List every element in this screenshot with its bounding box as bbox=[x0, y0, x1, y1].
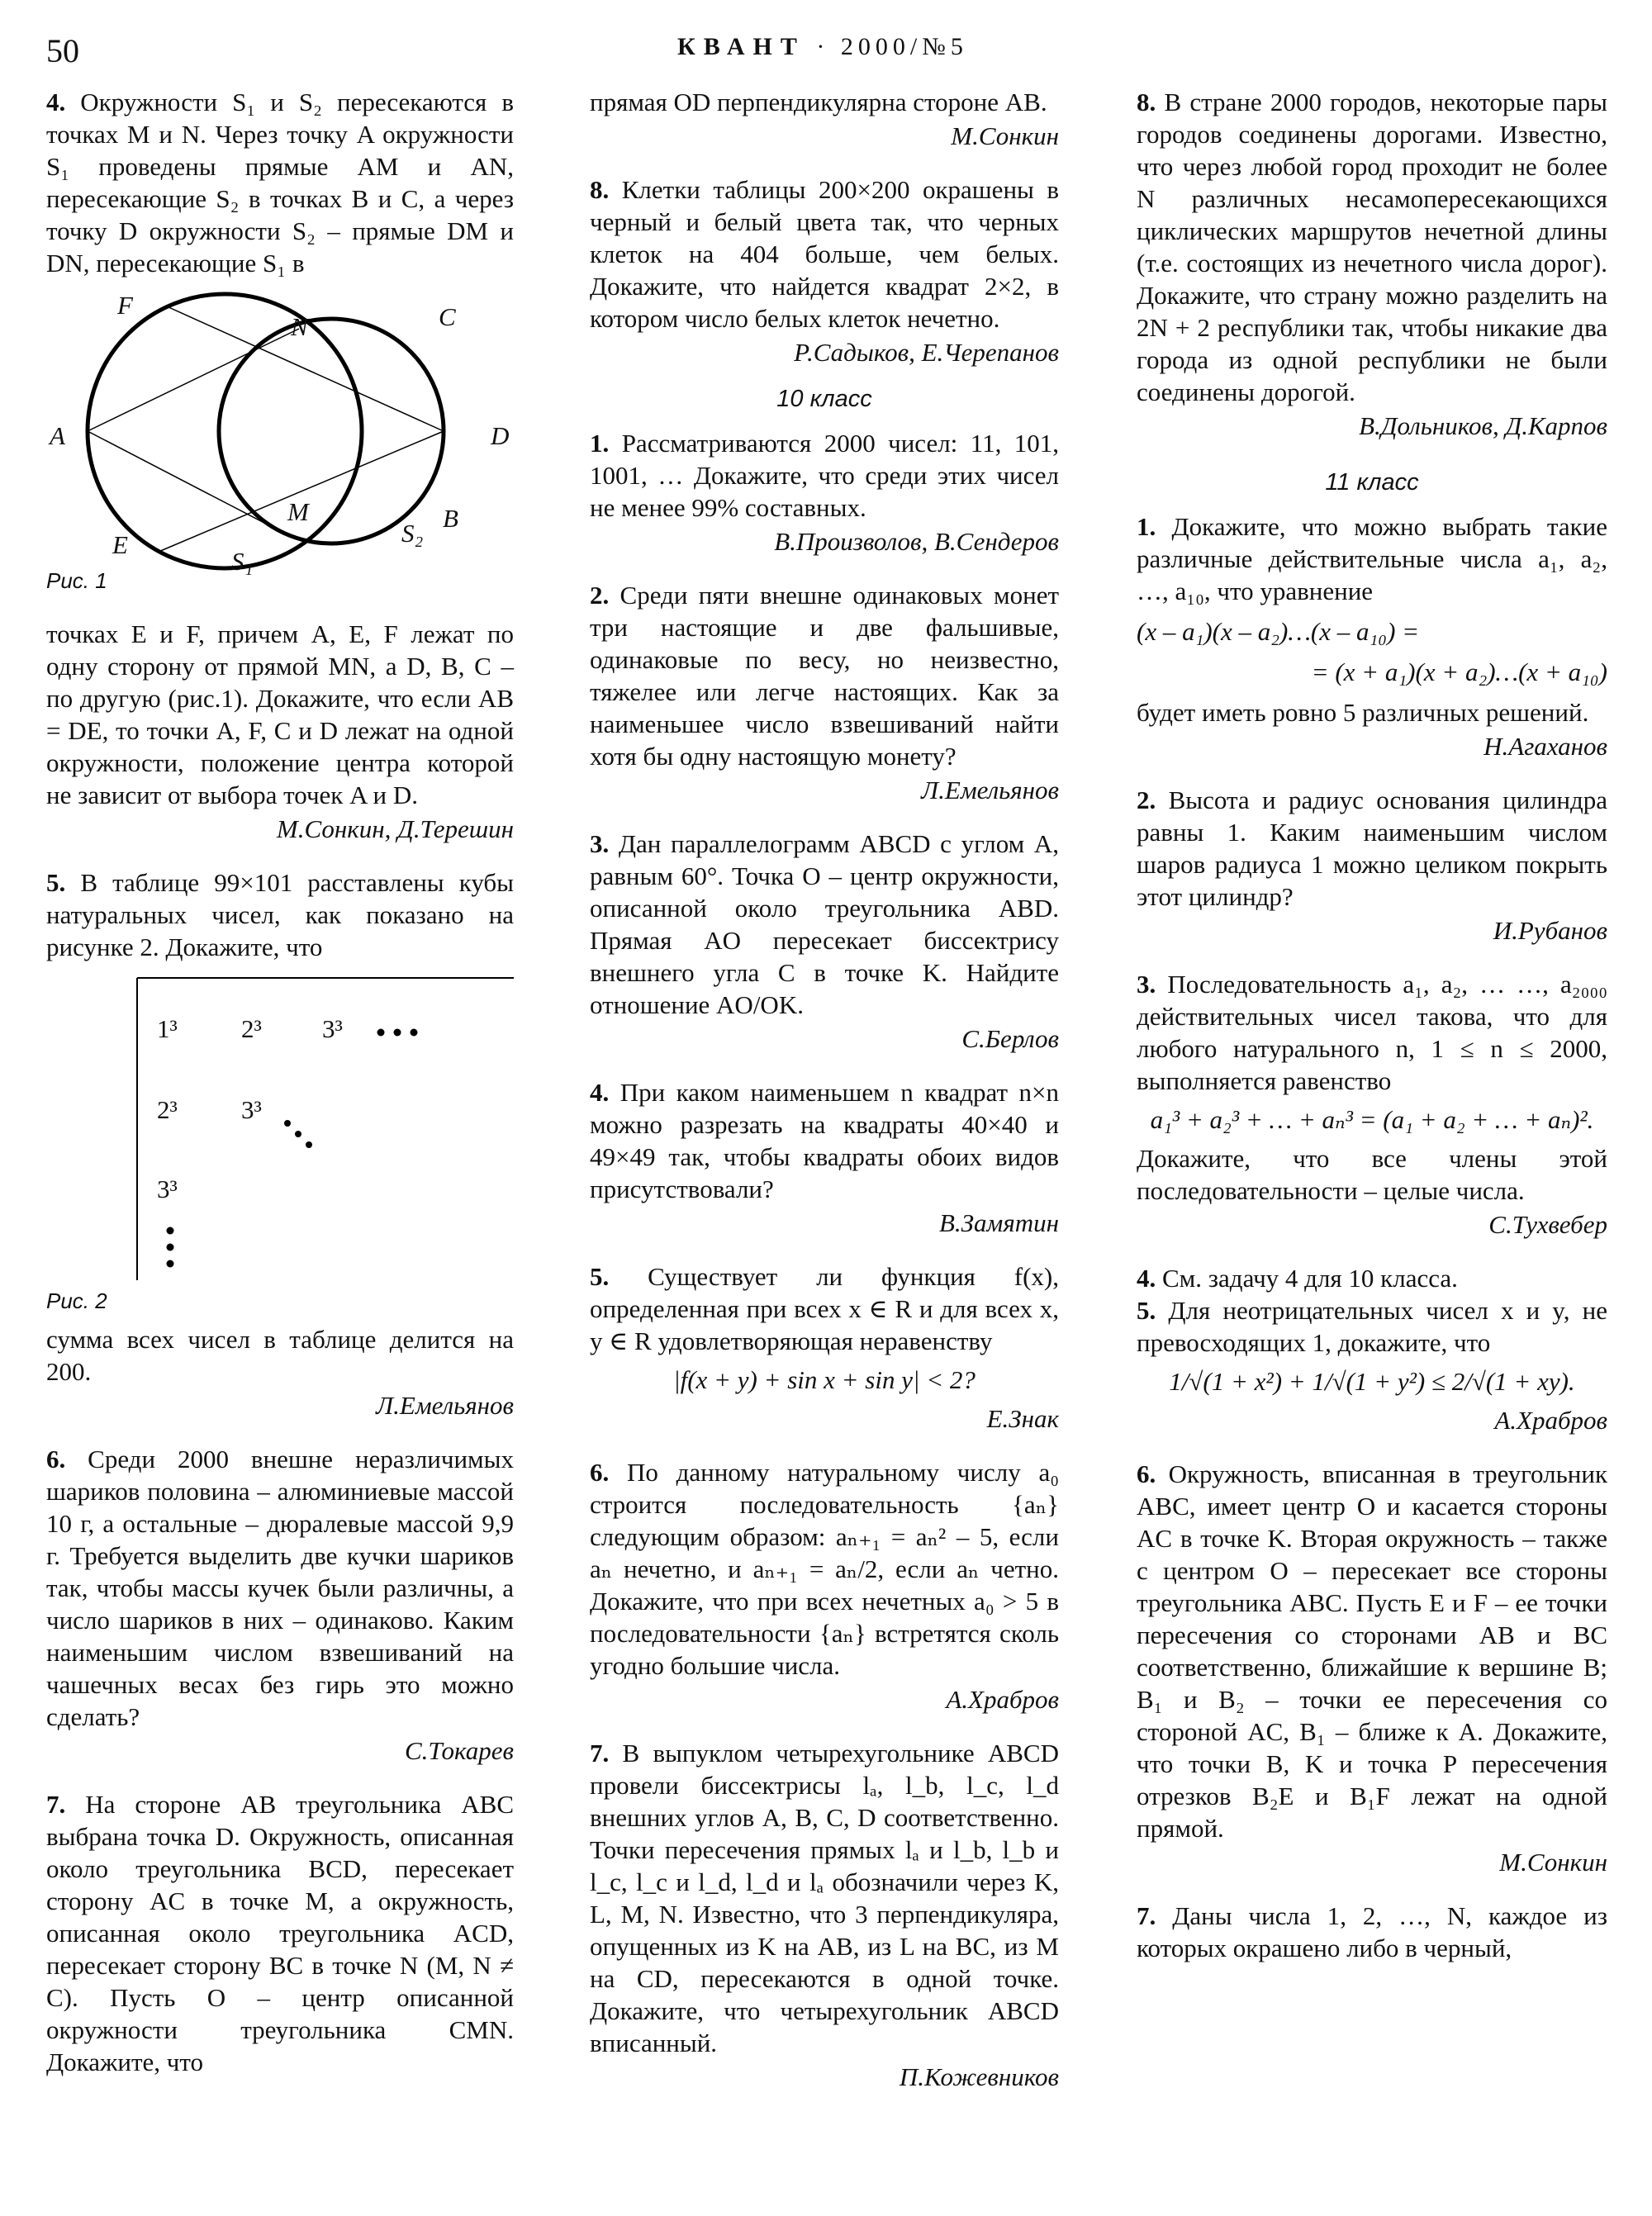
g11-problem-6 bbox=[1137, 1458, 1607, 1844]
g11-problem-5-formula: 1/√(1 + x²) + 1/√(1 + y²) ≤ 2/√(1 + xy). bbox=[1169, 1367, 1575, 1396]
g11-problem-1-formula-1: (x – a₁)(x – a₂)…(x – a₁₀) = bbox=[1137, 617, 1420, 646]
figure-1 bbox=[46, 287, 514, 601]
g11-problem-7 bbox=[1137, 1900, 1607, 1964]
g11-problem-1-formula-2: = (x + a₁)(x + a₂)…(x + a₁₀) bbox=[1311, 657, 1607, 686]
problem-number: 6. bbox=[46, 1445, 66, 1473]
g10-problem-2-author: Л.Емельянов bbox=[921, 776, 1059, 804]
problem-text: Окружность, вписанная в треугольник ABC, имеет центр O и касается стороны AC в точке K. Вторая окружность – также с центром O – пересекает все стороны треугольника ABC. Пусть E и F – ее точки пересечения со сторонами AB и BC соответственно, ближайшие к вершине B; B₁ и B₂ – точки ее пересечения со стороной AC, B₁ – ближе к A. Докажите, что точки B, K и точка P пересечения отрезков B₂E и B₁F лежат на одной прямой. bbox=[1137, 1459, 1608, 1843]
problem-text: Даны числа 1, 2, …, N, каждое из которых окрашено либо в черный, bbox=[1137, 1901, 1607, 1962]
problem-text: Среди 2000 внешне неразличимых шариков половина – алюминиевые массой 10 г, а остальные – дюралевые массой 9,9 г. Требуется выделить две кучки шариков так, чтобы массы кучек были различны, а число шариков в них – одинаково. Каким наименьшим числом взвешиваний на чашечных весах без гирь это можно сделать? bbox=[46, 1445, 514, 1731]
figure-2-table-lines bbox=[46, 971, 514, 1318]
journal-name: КВАНТ bbox=[677, 33, 805, 60]
running-header bbox=[677, 33, 968, 61]
problem-6 bbox=[46, 1443, 514, 1733]
column-2 bbox=[590, 86, 1059, 2093]
problem-number: 1. bbox=[590, 429, 610, 458]
g10-problem-4-author: В.Замятин bbox=[939, 1208, 1059, 1237]
problem-number: 8. bbox=[590, 175, 610, 204]
g10-problem-5 bbox=[590, 1260, 1059, 1357]
problem-text: Клетки таблицы 200×200 окрашены в черный и белый цвета так, что черных клеток на 404 больше, чем белых. Докажите, что найдется квадрат 2×2, в котором число белых клеток нечетно. bbox=[590, 175, 1059, 333]
problem-number: 7. bbox=[46, 1790, 66, 1819]
g11-problem-3 bbox=[1137, 968, 1607, 1097]
g10-problem-2 bbox=[590, 579, 1059, 772]
fig1-label-A: A bbox=[50, 421, 65, 450]
problem-number: 7. bbox=[590, 1739, 610, 1768]
g11-problem-1-author: Н.Агаханов bbox=[1483, 732, 1607, 761]
problem-4-author: М.Сонкин, Д.Терешин bbox=[276, 814, 514, 843]
figure-1-caption: Рис. 1 bbox=[46, 568, 107, 593]
g11-problem-4 bbox=[1137, 1262, 1607, 1294]
problem-8 bbox=[590, 173, 1059, 335]
problem-number: 5. bbox=[590, 1262, 610, 1291]
fig2-cell: 2³ bbox=[157, 1095, 178, 1124]
problem-text: См. задачу 4 для 10 класса. bbox=[1162, 1264, 1458, 1293]
g10-problem-7 bbox=[590, 1737, 1059, 2059]
problem-text: Последовательность a₁, a₂, … …, a₂₀₀₀ действительных чисел такова, что для любого натурального n, 1 ≤ n ≤ 2000, выполняется равенство bbox=[1137, 970, 1607, 1095]
problem-number: 2. bbox=[1137, 785, 1156, 814]
problem-number: 4. bbox=[1137, 1264, 1156, 1293]
fig1-label-F: F bbox=[117, 291, 133, 320]
fig1-label-M: M bbox=[287, 497, 309, 526]
g11-problem-1 bbox=[1137, 510, 1607, 607]
problem-4 bbox=[46, 86, 514, 279]
g10-problem-3-author: С.Берлов bbox=[961, 1024, 1059, 1053]
problem-number: 3. bbox=[590, 829, 610, 858]
problem-text: В таблице 99×101 расставлены кубы натуральных чисел, как показано на рисунке 2. Докажите, что bbox=[46, 868, 515, 961]
grade-10-heading: 10 класс bbox=[776, 386, 872, 412]
g11-problem-1-continued: будет иметь ровно 5 различных решений. bbox=[1137, 698, 1589, 727]
fig1-label-C: C bbox=[439, 302, 456, 331]
g10-problem-6-author: А.Храбров bbox=[946, 1685, 1059, 1714]
g11-problem-2-author: И.Рубанов bbox=[1493, 916, 1607, 945]
problem-8-author: Р.Садыков, Е.Черепанов bbox=[794, 338, 1059, 367]
fig2-cell: 3³ bbox=[322, 1014, 343, 1043]
g11-problem-5-author: А.Храбров bbox=[1494, 1406, 1607, 1435]
g10-problem-3 bbox=[590, 828, 1059, 1021]
problem-text: В стране 2000 городов, некоторые пары городов соединены дорогами. Известно, что через любой город проходит не более N различных несамопересекающихся циклических маршрутов нечетной длины (т.е. состоящих из нечетного числа дорог). Докажите, что страну можно разделить на 2N + 2 республики так, чтобы никакие два города из одной республики не были соединены дорогой. bbox=[1137, 88, 1608, 406]
figure-2-caption: Рис. 2 bbox=[46, 1288, 107, 1313]
problem-number: 8. bbox=[1137, 88, 1156, 116]
g10-problem-1-author: В.Произволов, В.Сендеров bbox=[774, 527, 1059, 556]
fig2-cell: 1³ bbox=[157, 1014, 178, 1043]
problem-8-col3-author: В.Дольников, Д.Карпов bbox=[1359, 411, 1607, 440]
fig1-label-S1: S₁ bbox=[231, 547, 254, 576]
header-separator: · bbox=[816, 33, 830, 60]
problem-5-continued: сумма всех чисел в таблице делится на 200. bbox=[46, 1325, 514, 1386]
problem-number: 1. bbox=[1137, 512, 1156, 541]
problem-text: Докажите, что можно выбрать такие различные действительные числа a₁, a₂, …, a₁₀, что уравнение bbox=[1137, 512, 1608, 605]
problem-5-author: Л.Емельянов bbox=[376, 1391, 514, 1420]
problem-number: 4. bbox=[46, 88, 66, 116]
fig2-cell: 3³ bbox=[157, 1174, 178, 1203]
problem-8-col3 bbox=[1137, 86, 1607, 408]
problem-number: 2. bbox=[590, 581, 610, 610]
problem-7-continued: прямая OD перпендикулярна стороне AB. bbox=[590, 88, 1047, 116]
g10-problem-5-formula: |f(x + y) + sin x + sin y| < 2? bbox=[673, 1365, 976, 1394]
problem-number: 6. bbox=[1137, 1459, 1156, 1488]
column-3 bbox=[1137, 86, 1607, 1964]
problem-text: При каком наименьшем n квадрат n×n можно разрезать на квадраты 40×40 и 49×49 так, чтобы квадраты обоих видов присутствовали? bbox=[590, 1078, 1059, 1203]
fig1-label-B: B bbox=[443, 504, 458, 533]
problem-5 bbox=[46, 866, 514, 963]
issue-number: 2000/№5 bbox=[840, 33, 968, 60]
problem-number: 5. bbox=[46, 868, 66, 897]
fig1-label-N: N bbox=[291, 312, 308, 341]
g11-problem-3-formula: a₁³ + a₂³ + … + aₙ³ = (a₁ + a₂ + … + aₙ)². bbox=[1150, 1105, 1594, 1134]
problem-text: Окружности S₁ и S₂ пересекаются в точках M и N. Через точку A окружности S₁ проведены прямые AM и AN, пересекающие S₂ в точках B и C, а через точку D окружности S₂ – прямые DM и DN, пересекающие S₁ в bbox=[46, 88, 514, 278]
g11-problem-3-author: С.Тухвебер bbox=[1488, 1210, 1607, 1239]
problem-text: По данному натуральному числу a₀ строится последовательность {aₙ} следующим образом: aₙ₊₁ = aₙ² – 5, если aₙ нечетно, и aₙ₊₁ = aₙ/2, если aₙ четно. Докажите, что при всех нечетных a₀ > 5 в последовательности {aₙ} встретятся сколь угодно большие числа. bbox=[590, 1458, 1060, 1680]
problem-text: Рассматриваются 2000 чисел: 11, 101, 1001, … Докажите, что среди этих чисел не менее 99% составных. bbox=[590, 429, 1060, 522]
problem-4-continued: точках E и F, причем A, E, F лежат по одну сторону от прямой MN, а D, B, C – по другую (рис.1). Докажите, что если AB = DE, то точки A, F, C и D лежат на одной окружности, положение центра которой не зависит от выбора точек A и D. bbox=[46, 619, 514, 809]
problem-number: 3. bbox=[1137, 970, 1156, 999]
column-1 bbox=[46, 86, 514, 2078]
g11-problem-6-author: М.Сонкин bbox=[1499, 1848, 1607, 1877]
problem-text: В выпуклом четырехугольнике ABCD провели биссектрисы lₐ, l_b, l_c, l_d внешних углов A, B, C, D соответственно. Точки пересечения прямых lₐ и l_b, l_b и l_c, l_c и l_d, l_d и lₐ обозначили через K, L, M, N. Известно, что 3 перпендикуляра, опущенных из K на AB, из L на BC, из M на CD, пересекаются в одной точке. Докажите, что четырехугольник ABCD вписанный. bbox=[590, 1739, 1059, 2057]
problem-text: Высота и радиус основания цилиндра равны 1. Каким наименьшим числом шаров радиуса 1 можно целиком покрыть этот цилиндр? bbox=[1137, 785, 1608, 911]
g10-problem-5-author: Е.Знак bbox=[986, 1404, 1059, 1433]
g11-problem-5 bbox=[1137, 1294, 1607, 1359]
g11-problem-2 bbox=[1137, 784, 1607, 913]
page-number: 50 bbox=[46, 32, 79, 69]
g10-problem-7-author: П.Кожевников bbox=[899, 2062, 1059, 2091]
problem-text: Существует ли функция f(x), определенная при всех x ∈ R и для всех x, y ∈ R удовлетворяющая неравенству bbox=[590, 1262, 1059, 1355]
problem-text: Дан параллелограмм ABCD с углом A, равным 60°. Точка O – центр окружности, описанной около треугольника ABD. Прямая AO пересекает биссектрису внешнего угла C в точке K. Найдите отношение AO/OK. bbox=[590, 829, 1059, 1019]
problem-7 bbox=[46, 1788, 514, 2078]
problem-number: 4. bbox=[590, 1078, 610, 1107]
fig1-label-E: E bbox=[112, 530, 128, 559]
problem-number: 5. bbox=[1137, 1296, 1156, 1325]
problem-6-author: С.Токарев bbox=[405, 1736, 514, 1765]
grade-11-heading: 11 класс bbox=[1325, 469, 1419, 496]
figure-2 bbox=[46, 971, 514, 1318]
fig1-label-S2: S₂ bbox=[401, 519, 424, 548]
g10-problem-6 bbox=[590, 1456, 1059, 1682]
problem-number: 6. bbox=[590, 1458, 610, 1487]
problem-text: Среди пяти внешне одинаковых монет три настоящие и две фальшивые, одинаковые по весу, но неизвестно, тяжелее или легче настоящих. Как за наименьшее число взвешиваний найти хотя бы одну настоящую монету? bbox=[590, 581, 1059, 771]
fig2-cell: 2³ bbox=[241, 1014, 262, 1043]
g10-problem-4 bbox=[590, 1076, 1059, 1205]
problem-7-author: М.Сонкин bbox=[951, 121, 1059, 150]
g10-problem-1 bbox=[590, 427, 1059, 524]
problem-text: На стороне AB треугольника ABC выбрана точка D. Окружность, описанная около треугольника BCD, пересекает сторону AC в точке M, а окружность, описанная около треугольника ACD, пересекает сторону BC в точке N (M, N ≠ C). Пусть O – центр описанной окружности треугольника CMN. Докажите, что bbox=[46, 1790, 514, 2076]
problem-text: Для неотрицательных чисел x и y, не превосходящих 1, докажите, что bbox=[1137, 1296, 1608, 1357]
problem-number: 7. bbox=[1137, 1901, 1156, 1930]
fig1-label-D: D bbox=[491, 421, 510, 450]
g11-problem-3-continued: Докажите, что все члены этой последовательности – целые числа. bbox=[1137, 1144, 1607, 1205]
fig2-cell: 3³ bbox=[241, 1095, 262, 1124]
